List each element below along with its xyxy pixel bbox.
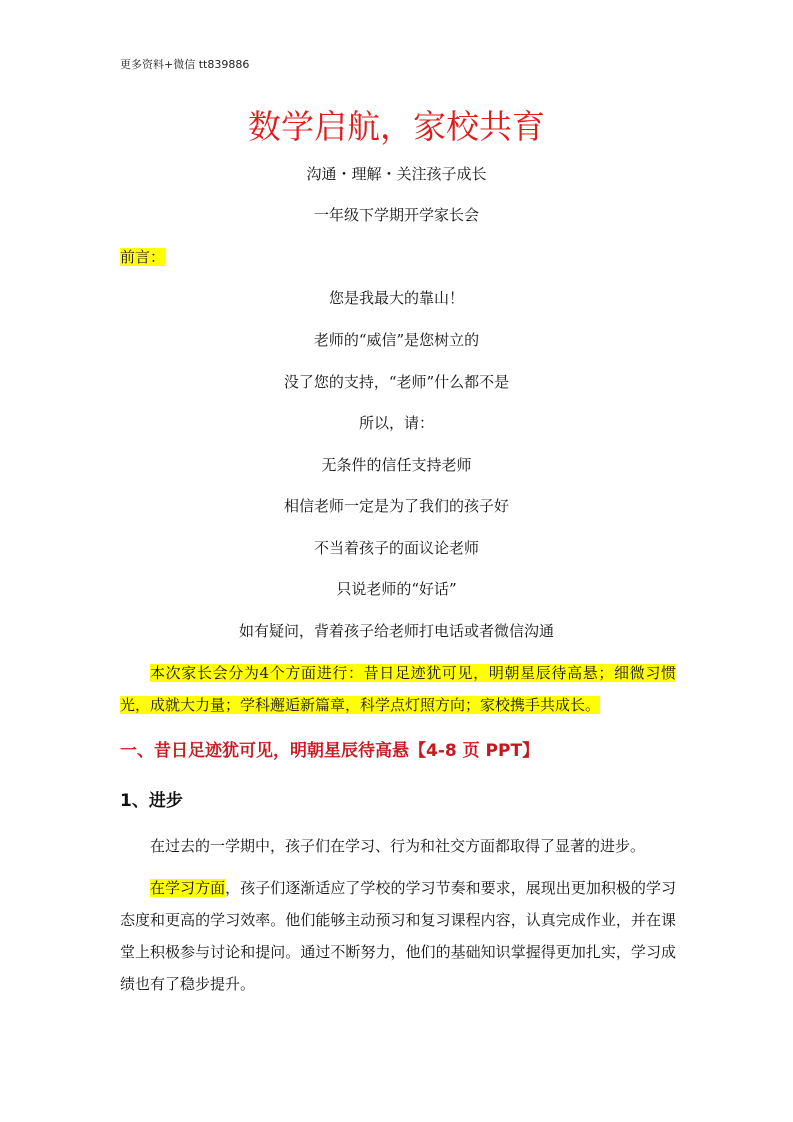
poem-line: 如有疑问，背着孩子给老师打电话或者微信沟通: [238, 622, 554, 640]
body-paragraph: 在过去的一学期中，孩子们在学习、行为和社交方面都取得了显著的进步。: [150, 837, 646, 855]
sub-heading-progress: 1、进步: [120, 791, 183, 811]
learning-highlight: 在学习方面: [150, 879, 226, 897]
preface-label-text: 前言：: [120, 248, 166, 266]
preface-label: [120, 246, 165, 268]
subtitle-motto: 沟通・理解・关注孩子成长: [306, 165, 487, 183]
body-paragraph-learning: [120, 872, 676, 1000]
section-heading-1: 一、昔日足迹犹可见，明朝星辰待高悬【4-8 页 PPT】: [120, 741, 540, 761]
meeting-summary: [120, 657, 676, 721]
poem-line: 您是我最大的靠山！: [328, 289, 464, 307]
header-note: 更多资料+微信 tt839886: [120, 58, 250, 71]
subtitle-meeting: 一年级下学期开学家长会: [313, 206, 479, 224]
poem-line: 只说老师的“好话”: [336, 580, 457, 598]
poem-line: 没了您的支持，“老师”什么都不是: [283, 373, 510, 391]
poem-line: 相信老师一定是为了我们的孩子好: [283, 497, 509, 515]
poem-line: 老师的“威信”是您树立的: [313, 331, 480, 349]
meeting-summary-text: 本次家长会分为4个方面进行：昔日足迹犹可见，明朝星辰待高悬；细微习惯光，成就大力量；学科邂逅新篇章，科学点灯照方向；家校携手共成长。: [120, 664, 676, 714]
learning-text: ，孩子们逐渐适应了学校的学习节奏和要求，展现出更加积极的学习态度和更高的学习效率。他们能够主动预习和复习课程内容，认真完成作业，并在课堂上积极参与讨论和提问。通过不断努力，他们的基础知识掌握得更加扎实，学习成绩也有了稳步提升。: [120, 879, 676, 993]
poem-line: 不当着孩子的面议论老师: [313, 539, 479, 557]
poem-line: 无条件的信任支持老师: [321, 456, 472, 474]
poem-line: 所以，请：: [358, 414, 434, 432]
document-title: 数学启航，家校共育: [248, 107, 545, 146]
